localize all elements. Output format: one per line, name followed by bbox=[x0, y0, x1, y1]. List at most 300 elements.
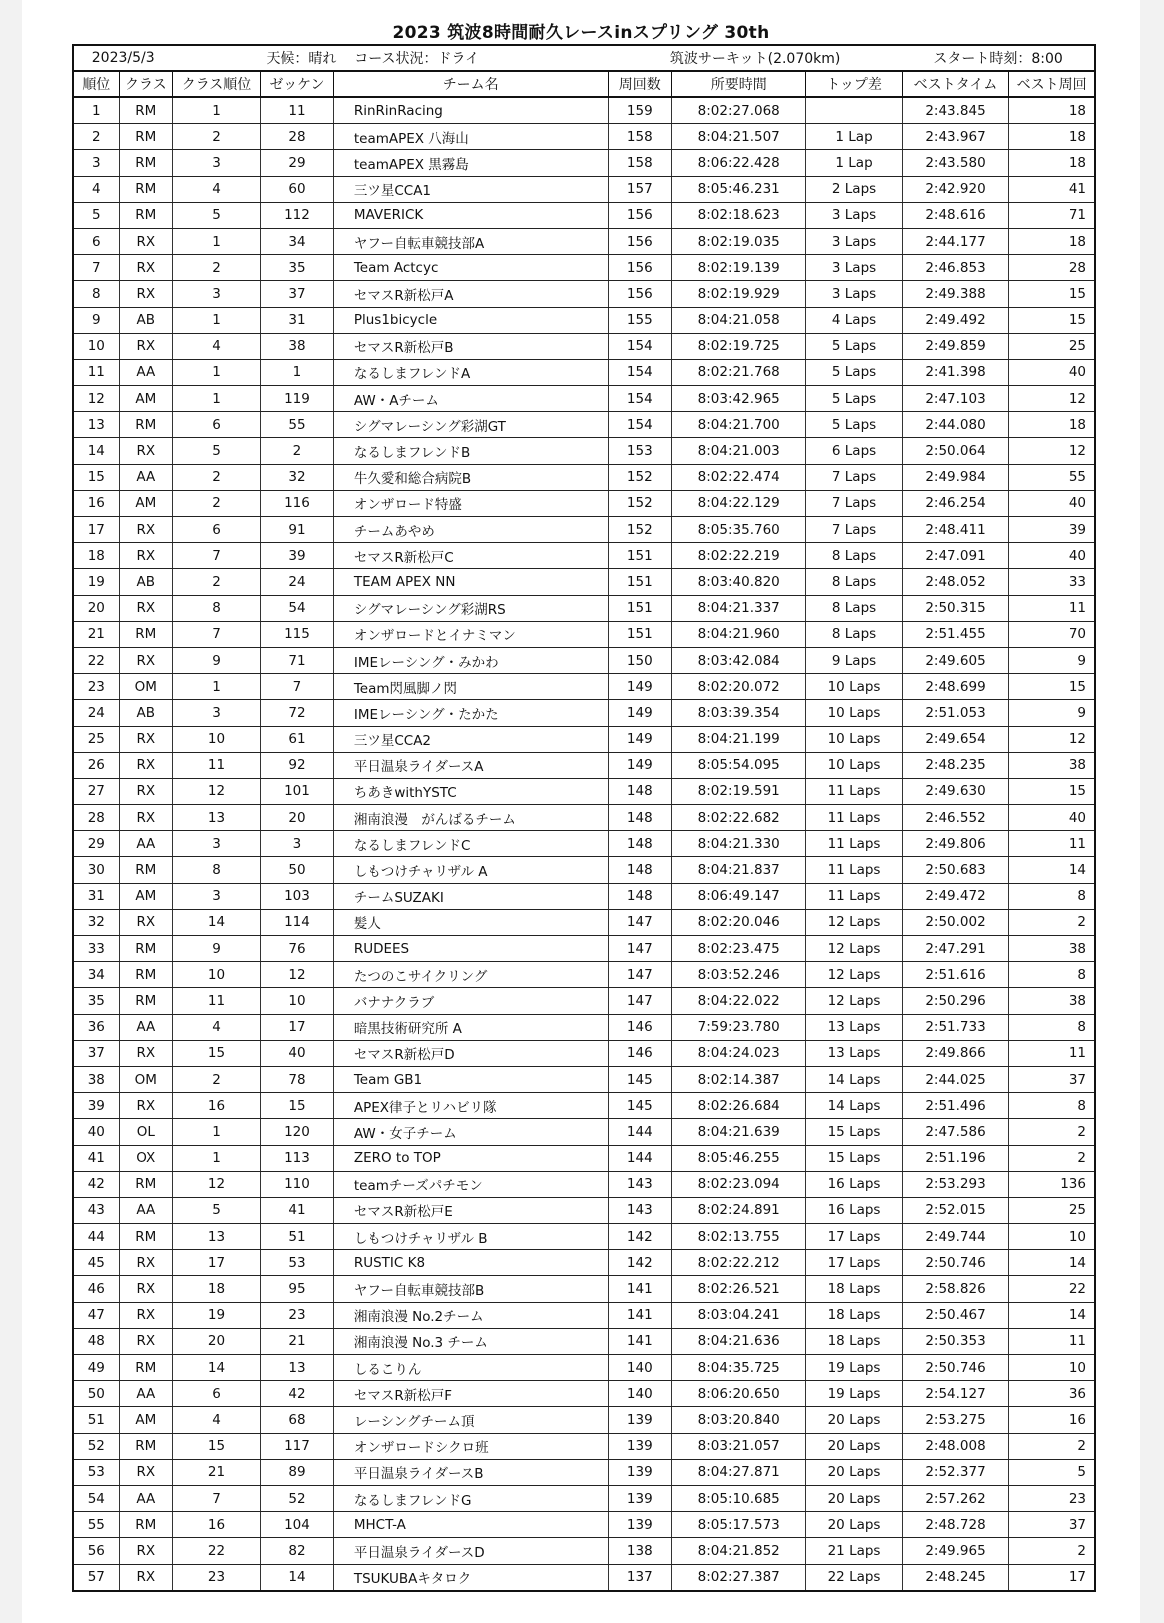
cell-class: RM bbox=[119, 962, 172, 988]
cell-best-lap: 2 bbox=[1009, 1433, 1095, 1459]
cell-laps: 148 bbox=[608, 805, 672, 831]
cell-gap: 3 Laps bbox=[806, 202, 902, 228]
cell-team-name: セマスR新松戸D bbox=[333, 1040, 608, 1066]
cell-class: RX bbox=[119, 1040, 172, 1066]
cell-best-time: 2:49.605 bbox=[902, 647, 1009, 673]
col-header-best-lap: ベスト周回 bbox=[1009, 71, 1095, 97]
cell-total-time: 8:02:20.046 bbox=[672, 909, 806, 935]
cell-bib: 40 bbox=[261, 1040, 334, 1066]
cell-position: 48 bbox=[73, 1328, 119, 1354]
cell-position: 5 bbox=[73, 202, 119, 228]
table-row bbox=[73, 831, 1095, 857]
table-row bbox=[73, 464, 1095, 490]
cell-gap: 11 Laps bbox=[806, 883, 902, 909]
cell-total-time: 8:02:19.591 bbox=[672, 778, 806, 804]
table-row bbox=[73, 1276, 1095, 1302]
cell-gap: 20 Laps bbox=[806, 1459, 902, 1485]
cell-class: RM bbox=[119, 1171, 172, 1197]
cell-total-time: 8:04:35.725 bbox=[672, 1355, 806, 1381]
cell-bib: 82 bbox=[261, 1538, 334, 1564]
cell-position: 22 bbox=[73, 647, 119, 673]
cell-team-name: Team閃風脚ノ閃 bbox=[333, 674, 608, 700]
cell-class-position: 6 bbox=[172, 412, 260, 438]
cell-position: 20 bbox=[73, 595, 119, 621]
column-header-row bbox=[73, 71, 1095, 97]
cell-total-time: 8:04:21.337 bbox=[672, 595, 806, 621]
cell-best-time: 2:49.965 bbox=[902, 1538, 1009, 1564]
table-row bbox=[73, 1564, 1095, 1591]
cell-best-time: 2:44.177 bbox=[902, 228, 1009, 254]
cell-class-position: 1 bbox=[172, 97, 260, 124]
cell-gap: 13 Laps bbox=[806, 1014, 902, 1040]
table-row bbox=[73, 909, 1095, 935]
cell-gap: 12 Laps bbox=[806, 962, 902, 988]
race-info-row bbox=[73, 45, 1095, 71]
cell-position: 16 bbox=[73, 490, 119, 516]
cell-total-time: 8:02:19.139 bbox=[672, 255, 806, 281]
cell-class: RX bbox=[119, 281, 172, 307]
cell-team-name: MHCT-A bbox=[333, 1512, 608, 1538]
cell-best-lap: 2 bbox=[1009, 1538, 1095, 1564]
cell-class-position: 5 bbox=[172, 1197, 260, 1223]
cell-total-time: 8:02:22.219 bbox=[672, 543, 806, 569]
cell-total-time: 8:05:17.573 bbox=[672, 1512, 806, 1538]
cell-total-time: 8:02:22.682 bbox=[672, 805, 806, 831]
cell-class: OM bbox=[119, 674, 172, 700]
cell-gap: 7 Laps bbox=[806, 517, 902, 543]
cell-best-time: 2:53.293 bbox=[902, 1171, 1009, 1197]
cell-best-time: 2:49.859 bbox=[902, 333, 1009, 359]
cell-team-name: IMEレーシング・みかわ bbox=[333, 647, 608, 673]
cell-class: AA bbox=[119, 1014, 172, 1040]
cell-best-lap: 12 bbox=[1009, 386, 1095, 412]
cell-bib: 103 bbox=[261, 883, 334, 909]
cell-best-lap: 9 bbox=[1009, 647, 1095, 673]
cell-best-time: 2:49.866 bbox=[902, 1040, 1009, 1066]
table-row bbox=[73, 1145, 1095, 1171]
cell-team-name: レーシングチーム頂 bbox=[333, 1407, 608, 1433]
cell-laps: 145 bbox=[608, 1093, 672, 1119]
cell-class: RM bbox=[119, 936, 172, 962]
cell-bib: 117 bbox=[261, 1433, 334, 1459]
cell-best-lap: 40 bbox=[1009, 805, 1095, 831]
cell-team-name: 平日温泉ライダースA bbox=[333, 752, 608, 778]
cell-class: AA bbox=[119, 1381, 172, 1407]
cell-team-name: セマスR新松戸B bbox=[333, 333, 608, 359]
cell-laps: 137 bbox=[608, 1564, 672, 1591]
cell-best-time: 2:47.091 bbox=[902, 543, 1009, 569]
cell-bib: 17 bbox=[261, 1014, 334, 1040]
cell-class: RX bbox=[119, 805, 172, 831]
cell-gap: 6 Laps bbox=[806, 438, 902, 464]
cell-laps: 149 bbox=[608, 726, 672, 752]
table-row bbox=[73, 595, 1095, 621]
cell-gap: 20 Laps bbox=[806, 1407, 902, 1433]
table-row bbox=[73, 1040, 1095, 1066]
cell-class: RX bbox=[119, 1093, 172, 1119]
table-row bbox=[73, 517, 1095, 543]
cell-gap: 19 Laps bbox=[806, 1355, 902, 1381]
cell-gap: 7 Laps bbox=[806, 490, 902, 516]
cell-laps: 154 bbox=[608, 386, 672, 412]
table-row bbox=[73, 333, 1095, 359]
cell-best-time: 2:41.398 bbox=[902, 359, 1009, 385]
cell-class: AA bbox=[119, 359, 172, 385]
cell-best-lap: 8 bbox=[1009, 962, 1095, 988]
cell-best-time: 2:49.472 bbox=[902, 883, 1009, 909]
cell-bib: 68 bbox=[261, 1407, 334, 1433]
cell-best-lap: 22 bbox=[1009, 1276, 1095, 1302]
cell-team-name: なるしまフレンドC bbox=[333, 831, 608, 857]
cell-class: RX bbox=[119, 1459, 172, 1485]
cell-best-time: 2:50.002 bbox=[902, 909, 1009, 935]
cell-class: AM bbox=[119, 386, 172, 412]
cell-class: AB bbox=[119, 307, 172, 333]
cell-class: RX bbox=[119, 1538, 172, 1564]
table-row bbox=[73, 176, 1095, 202]
cell-team-name: セマスR新松戸E bbox=[333, 1197, 608, 1223]
table-row bbox=[73, 1407, 1095, 1433]
cell-bib: 61 bbox=[261, 726, 334, 752]
cell-position: 34 bbox=[73, 962, 119, 988]
cell-best-time: 2:46.552 bbox=[902, 805, 1009, 831]
cell-laps: 156 bbox=[608, 281, 672, 307]
cell-gap: 3 Laps bbox=[806, 281, 902, 307]
cell-total-time: 8:03:20.840 bbox=[672, 1407, 806, 1433]
table-row bbox=[73, 1014, 1095, 1040]
cell-team-name: 湘南浪漫 がんばるチーム bbox=[333, 805, 608, 831]
cell-class-position: 15 bbox=[172, 1040, 260, 1066]
cell-position: 6 bbox=[73, 228, 119, 254]
cell-best-lap: 23 bbox=[1009, 1485, 1095, 1511]
cell-best-lap: 36 bbox=[1009, 1381, 1095, 1407]
cell-best-time: 2:42.920 bbox=[902, 176, 1009, 202]
cell-bib: 51 bbox=[261, 1224, 334, 1250]
cell-team-name: AW・Aチーム bbox=[333, 386, 608, 412]
cell-class: AB bbox=[119, 700, 172, 726]
cell-team-name: シグマレーシング彩湖GT bbox=[333, 412, 608, 438]
cell-class-position: 17 bbox=[172, 1250, 260, 1276]
cell-bib: 20 bbox=[261, 805, 334, 831]
cell-bib: 114 bbox=[261, 909, 334, 935]
cell-class: RM bbox=[119, 857, 172, 883]
cell-team-name: 湘南浪漫 No.2チーム bbox=[333, 1302, 608, 1328]
cell-laps: 154 bbox=[608, 333, 672, 359]
cell-total-time: 8:06:49.147 bbox=[672, 883, 806, 909]
cell-best-lap: 11 bbox=[1009, 1328, 1095, 1354]
cell-class-position: 14 bbox=[172, 909, 260, 935]
cell-total-time: 8:02:27.068 bbox=[672, 97, 806, 124]
cell-bib: 14 bbox=[261, 1564, 334, 1591]
cell-position: 38 bbox=[73, 1066, 119, 1092]
cell-total-time: 8:03:52.246 bbox=[672, 962, 806, 988]
cell-class-position: 12 bbox=[172, 778, 260, 804]
cell-position: 3 bbox=[73, 150, 119, 176]
cell-laps: 151 bbox=[608, 595, 672, 621]
cell-class-position: 2 bbox=[172, 124, 260, 150]
cell-position: 25 bbox=[73, 726, 119, 752]
table-row bbox=[73, 543, 1095, 569]
cell-laps: 143 bbox=[608, 1197, 672, 1223]
cell-best-time: 2:47.103 bbox=[902, 386, 1009, 412]
results-table bbox=[72, 44, 1096, 1592]
cell-laps: 142 bbox=[608, 1250, 672, 1276]
cell-total-time: 8:02:22.212 bbox=[672, 1250, 806, 1276]
cell-best-time: 2:49.492 bbox=[902, 307, 1009, 333]
table-row bbox=[73, 386, 1095, 412]
cell-position: 49 bbox=[73, 1355, 119, 1381]
cell-team-name: APEX律子とリハビリ隊 bbox=[333, 1093, 608, 1119]
cell-position: 9 bbox=[73, 307, 119, 333]
table-row bbox=[73, 726, 1095, 752]
cell-best-lap: 38 bbox=[1009, 936, 1095, 962]
cell-total-time: 8:04:27.871 bbox=[672, 1459, 806, 1485]
cell-laps: 151 bbox=[608, 621, 672, 647]
cell-best-lap: 11 bbox=[1009, 1040, 1095, 1066]
cell-gap: 20 Laps bbox=[806, 1512, 902, 1538]
cell-total-time: 8:04:21.852 bbox=[672, 1538, 806, 1564]
cell-laps: 147 bbox=[608, 962, 672, 988]
cell-class-position: 2 bbox=[172, 464, 260, 490]
cell-gap: 7 Laps bbox=[806, 464, 902, 490]
cell-bib: 28 bbox=[261, 124, 334, 150]
cell-best-time: 2:47.291 bbox=[902, 936, 1009, 962]
cell-laps: 141 bbox=[608, 1328, 672, 1354]
cell-total-time: 8:02:26.521 bbox=[672, 1276, 806, 1302]
cell-team-name: 暗黒技術研究所 A bbox=[333, 1014, 608, 1040]
cell-best-time: 2:44.025 bbox=[902, 1066, 1009, 1092]
cell-total-time: 8:02:27.387 bbox=[672, 1564, 806, 1591]
cell-bib: 32 bbox=[261, 464, 334, 490]
cell-best-time: 2:57.262 bbox=[902, 1485, 1009, 1511]
cell-gap: 10 Laps bbox=[806, 674, 902, 700]
table-row bbox=[73, 569, 1095, 595]
cell-class-position: 6 bbox=[172, 1381, 260, 1407]
cell-class: AA bbox=[119, 464, 172, 490]
table-row bbox=[73, 307, 1095, 333]
cell-total-time: 8:05:54.095 bbox=[672, 752, 806, 778]
cell-class-position: 18 bbox=[172, 1276, 260, 1302]
cell-bib: 38 bbox=[261, 333, 334, 359]
cell-class: AM bbox=[119, 490, 172, 516]
cell-laps: 152 bbox=[608, 464, 672, 490]
cell-class-position: 12 bbox=[172, 1171, 260, 1197]
cell-class: AM bbox=[119, 1407, 172, 1433]
table-row bbox=[73, 988, 1095, 1014]
cell-best-lap: 17 bbox=[1009, 1564, 1095, 1591]
cell-position: 29 bbox=[73, 831, 119, 857]
cell-class-position: 14 bbox=[172, 1355, 260, 1381]
cell-bib: 35 bbox=[261, 255, 334, 281]
cell-best-lap: 25 bbox=[1009, 1197, 1095, 1223]
cell-gap: 8 Laps bbox=[806, 569, 902, 595]
cell-class: RX bbox=[119, 1328, 172, 1354]
cell-class: RM bbox=[119, 988, 172, 1014]
cell-class-position: 15 bbox=[172, 1433, 260, 1459]
cell-team-name: IMEレーシング・たかた bbox=[333, 700, 608, 726]
cell-best-lap: 16 bbox=[1009, 1407, 1095, 1433]
cell-class: RX bbox=[119, 1276, 172, 1302]
cell-total-time: 8:04:21.003 bbox=[672, 438, 806, 464]
cell-class-position: 4 bbox=[172, 1014, 260, 1040]
cell-position: 13 bbox=[73, 412, 119, 438]
cell-laps: 156 bbox=[608, 202, 672, 228]
cell-class: RX bbox=[119, 1302, 172, 1328]
table-row bbox=[73, 1066, 1095, 1092]
cell-laps: 154 bbox=[608, 412, 672, 438]
cell-best-lap: 10 bbox=[1009, 1224, 1095, 1250]
cell-total-time: 8:02:13.755 bbox=[672, 1224, 806, 1250]
table-row bbox=[73, 1485, 1095, 1511]
cell-bib: 2 bbox=[261, 438, 334, 464]
cell-position: 18 bbox=[73, 543, 119, 569]
cell-gap: 10 Laps bbox=[806, 726, 902, 752]
table-row bbox=[73, 778, 1095, 804]
cell-gap: 11 Laps bbox=[806, 857, 902, 883]
cell-team-name: ヤフー自転車競技部A bbox=[333, 228, 608, 254]
cell-class-position: 4 bbox=[172, 176, 260, 202]
table-row bbox=[73, 490, 1095, 516]
cell-best-time: 2:48.245 bbox=[902, 1564, 1009, 1591]
table-row bbox=[73, 674, 1095, 700]
cell-team-name: 三ツ星CCA2 bbox=[333, 726, 608, 752]
cell-best-lap: 8 bbox=[1009, 1093, 1095, 1119]
cell-best-time: 2:49.806 bbox=[902, 831, 1009, 857]
cell-best-time: 2:50.746 bbox=[902, 1250, 1009, 1276]
cell-total-time: 8:02:19.035 bbox=[672, 228, 806, 254]
cell-best-lap: 18 bbox=[1009, 228, 1095, 254]
table-row bbox=[73, 438, 1095, 464]
cell-laps: 154 bbox=[608, 359, 672, 385]
cell-total-time: 8:05:46.231 bbox=[672, 176, 806, 202]
cell-team-name: 髪人 bbox=[333, 909, 608, 935]
cell-class-position: 5 bbox=[172, 438, 260, 464]
cell-best-time: 2:50.315 bbox=[902, 595, 1009, 621]
cell-class: RX bbox=[119, 909, 172, 935]
cell-best-lap: 71 bbox=[1009, 202, 1095, 228]
cell-class: AA bbox=[119, 1485, 172, 1511]
cell-best-time: 2:50.353 bbox=[902, 1328, 1009, 1354]
cell-team-name: オンザロードシクロ班 bbox=[333, 1433, 608, 1459]
cell-best-lap: 55 bbox=[1009, 464, 1095, 490]
cell-class-position: 1 bbox=[172, 386, 260, 412]
cell-class-position: 11 bbox=[172, 988, 260, 1014]
cell-bib: 95 bbox=[261, 1276, 334, 1302]
cell-gap: 15 Laps bbox=[806, 1119, 902, 1145]
cell-class: RX bbox=[119, 778, 172, 804]
cell-best-time: 2:46.254 bbox=[902, 490, 1009, 516]
cell-gap: 18 Laps bbox=[806, 1328, 902, 1354]
cell-total-time: 8:04:21.636 bbox=[672, 1328, 806, 1354]
weather-label: 天候：晴れ bbox=[266, 51, 337, 67]
cell-total-time: 8:04:21.199 bbox=[672, 726, 806, 752]
cell-position: 35 bbox=[73, 988, 119, 1014]
cell-bib: 116 bbox=[261, 490, 334, 516]
col-header-team: チーム名 bbox=[333, 71, 608, 97]
cell-total-time: 8:04:21.837 bbox=[672, 857, 806, 883]
cell-gap: 14 Laps bbox=[806, 1093, 902, 1119]
cell-best-lap: 2 bbox=[1009, 1119, 1095, 1145]
cell-best-time: 2:48.699 bbox=[902, 674, 1009, 700]
cell-laps: 141 bbox=[608, 1276, 672, 1302]
cell-best-lap: 15 bbox=[1009, 778, 1095, 804]
cell-best-time: 2:44.080 bbox=[902, 412, 1009, 438]
cell-total-time: 8:04:21.960 bbox=[672, 621, 806, 647]
cell-best-lap: 70 bbox=[1009, 621, 1095, 647]
cell-class-position: 21 bbox=[172, 1459, 260, 1485]
cell-position: 39 bbox=[73, 1093, 119, 1119]
cell-gap: 14 Laps bbox=[806, 1066, 902, 1092]
cell-gap: 5 Laps bbox=[806, 359, 902, 385]
cell-laps: 146 bbox=[608, 1040, 672, 1066]
cell-class: RX bbox=[119, 595, 172, 621]
cell-gap: 8 Laps bbox=[806, 543, 902, 569]
cell-total-time: 8:02:23.094 bbox=[672, 1171, 806, 1197]
cell-laps: 139 bbox=[608, 1407, 672, 1433]
cell-gap: 15 Laps bbox=[806, 1145, 902, 1171]
cell-total-time: 8:04:21.058 bbox=[672, 307, 806, 333]
cell-best-time: 2:52.377 bbox=[902, 1459, 1009, 1485]
cell-bib: 10 bbox=[261, 988, 334, 1014]
cell-bib: 1 bbox=[261, 359, 334, 385]
cell-position: 31 bbox=[73, 883, 119, 909]
cell-bib: 50 bbox=[261, 857, 334, 883]
cell-class: RX bbox=[119, 438, 172, 464]
col-header-time: 所要時間 bbox=[672, 71, 806, 97]
cell-laps: 147 bbox=[608, 909, 672, 935]
cell-best-lap: 136 bbox=[1009, 1171, 1095, 1197]
table-row bbox=[73, 752, 1095, 778]
cell-total-time: 8:02:20.072 bbox=[672, 674, 806, 700]
cell-best-time: 2:48.235 bbox=[902, 752, 1009, 778]
cell-best-time: 2:50.467 bbox=[902, 1302, 1009, 1328]
cell-gap: 10 Laps bbox=[806, 752, 902, 778]
cell-position: 53 bbox=[73, 1459, 119, 1485]
cell-best-lap: 40 bbox=[1009, 490, 1095, 516]
table-row bbox=[73, 1459, 1095, 1485]
cell-best-time: 2:47.586 bbox=[902, 1119, 1009, 1145]
cell-best-time: 2:58.826 bbox=[902, 1276, 1009, 1302]
cell-gap: 16 Laps bbox=[806, 1171, 902, 1197]
cell-gap: 9 Laps bbox=[806, 647, 902, 673]
table-row bbox=[73, 150, 1095, 176]
cell-team-name: オンザロード特盛 bbox=[333, 490, 608, 516]
cell-position: 44 bbox=[73, 1224, 119, 1250]
cell-class-position: 1 bbox=[172, 228, 260, 254]
cell-class-position: 9 bbox=[172, 936, 260, 962]
cell-bib: 71 bbox=[261, 647, 334, 673]
cell-best-time: 2:53.275 bbox=[902, 1407, 1009, 1433]
cell-laps: 148 bbox=[608, 831, 672, 857]
cell-team-name: セマスR新松戸C bbox=[333, 543, 608, 569]
cell-class: RM bbox=[119, 1224, 172, 1250]
cell-class-position: 1 bbox=[172, 359, 260, 385]
table-row bbox=[73, 647, 1095, 673]
cell-position: 11 bbox=[73, 359, 119, 385]
table-row bbox=[73, 936, 1095, 962]
cell-class-position: 1 bbox=[172, 1119, 260, 1145]
cell-total-time: 7:59:23.780 bbox=[672, 1014, 806, 1040]
cell-bib: 104 bbox=[261, 1512, 334, 1538]
cell-best-time: 2:48.616 bbox=[902, 202, 1009, 228]
cell-class-position: 4 bbox=[172, 1407, 260, 1433]
cell-laps: 139 bbox=[608, 1512, 672, 1538]
cell-total-time: 8:05:35.760 bbox=[672, 517, 806, 543]
cell-class: AA bbox=[119, 1197, 172, 1223]
col-header-best-time: ベストタイム bbox=[902, 71, 1009, 97]
cell-position: 30 bbox=[73, 857, 119, 883]
cell-team-name: TEAM APEX NN bbox=[333, 569, 608, 595]
